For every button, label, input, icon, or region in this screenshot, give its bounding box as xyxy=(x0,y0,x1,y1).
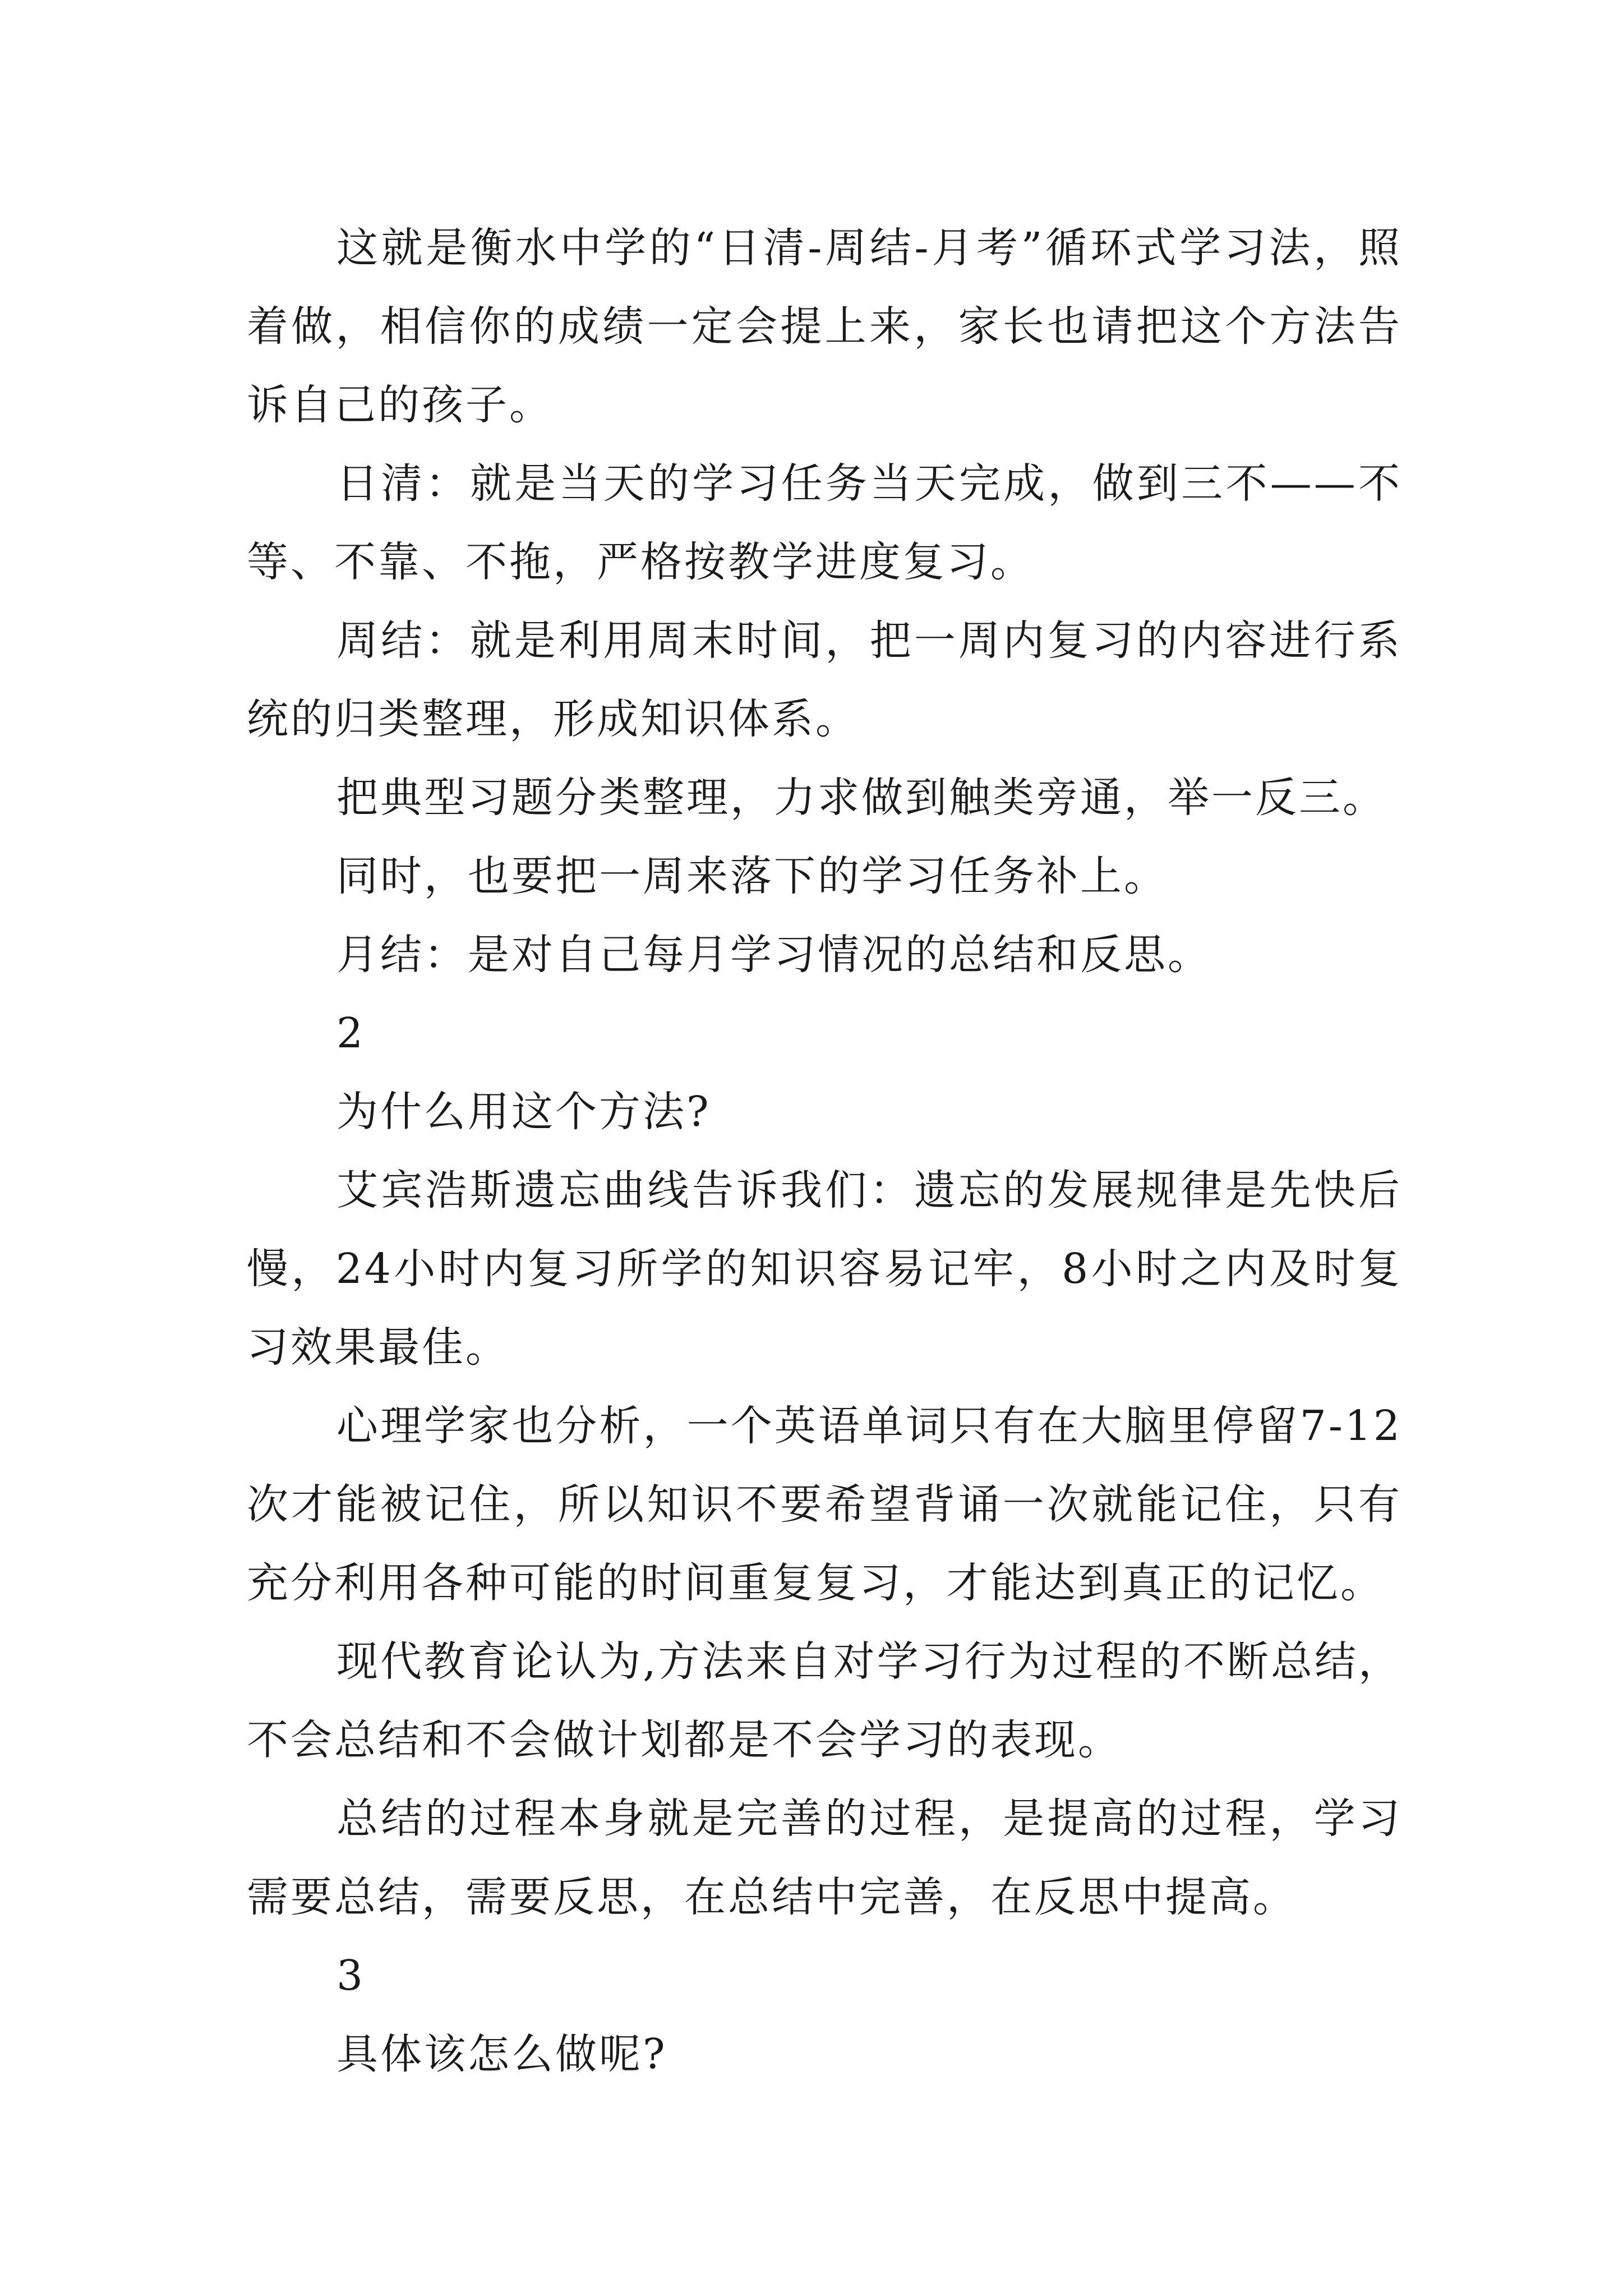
paragraph-daily-review: 日清：就是当天的学习任务当天完成，做到三不——不等、不靠、不拖，严格按教学进度复习。 xyxy=(247,459,1402,586)
paragraph-education-theory: 现代教育论认为,方法来自对学习行为过程的不断总结，不会总结和不会做计划都是不会学习的表现。 xyxy=(247,1637,1402,1764)
paragraph-forgetting-curve: 艾宾浩斯遗忘曲线告诉我们：遗忘的发展规律是先快后慢，24小时内复习所学的知识容易记牢，8小时之内及时复习效果最佳。 xyxy=(247,1166,1402,1372)
paragraph-classify-problems: 把典型习题分类整理，力求做到触类旁通，举一反三。 xyxy=(336,774,1386,822)
paragraph-psychology: 心理学家也分析，一个英语单词只有在大脑里停留7-12次才能被记住，所以知识不要希望背诵一次就能记住，只有充分利用各种可能的时间重复复习，才能达到真正的记忆。 xyxy=(247,1402,1402,1607)
paragraph-method-intro: 这就是衡水中学的“日清-周结-月考”循环式学习法，照着做，相信你的成绩一定会提上来，家长也请把这个方法告诉自己的孩子。 xyxy=(247,224,1402,429)
paragraph-summary-process: 总结的过程本身就是完善的过程，是提高的过程，学习需要总结，需要反思，在总结中完善，在反思中提高。 xyxy=(247,1795,1402,1921)
paragraph-weekly-summary: 周结：就是利用周末时间，把一周内复习的内容进行系统的归类整理，形成知识体系。 xyxy=(247,616,1402,743)
section-heading-why: 为什么用这个方法? xyxy=(336,1088,711,1136)
paragraph-catch-up: 同时，也要把一周来落下的学习任务补上。 xyxy=(336,852,1168,900)
section-number-3: 3 xyxy=(336,1952,366,2000)
section-number-2: 2 xyxy=(336,1009,366,1057)
paragraph-monthly-summary: 月结：是对自己每月学习情况的总结和反思。 xyxy=(336,931,1211,979)
document-body xyxy=(247,209,1402,2093)
section-heading-how: 具体该怎么做呢? xyxy=(336,2030,667,2078)
